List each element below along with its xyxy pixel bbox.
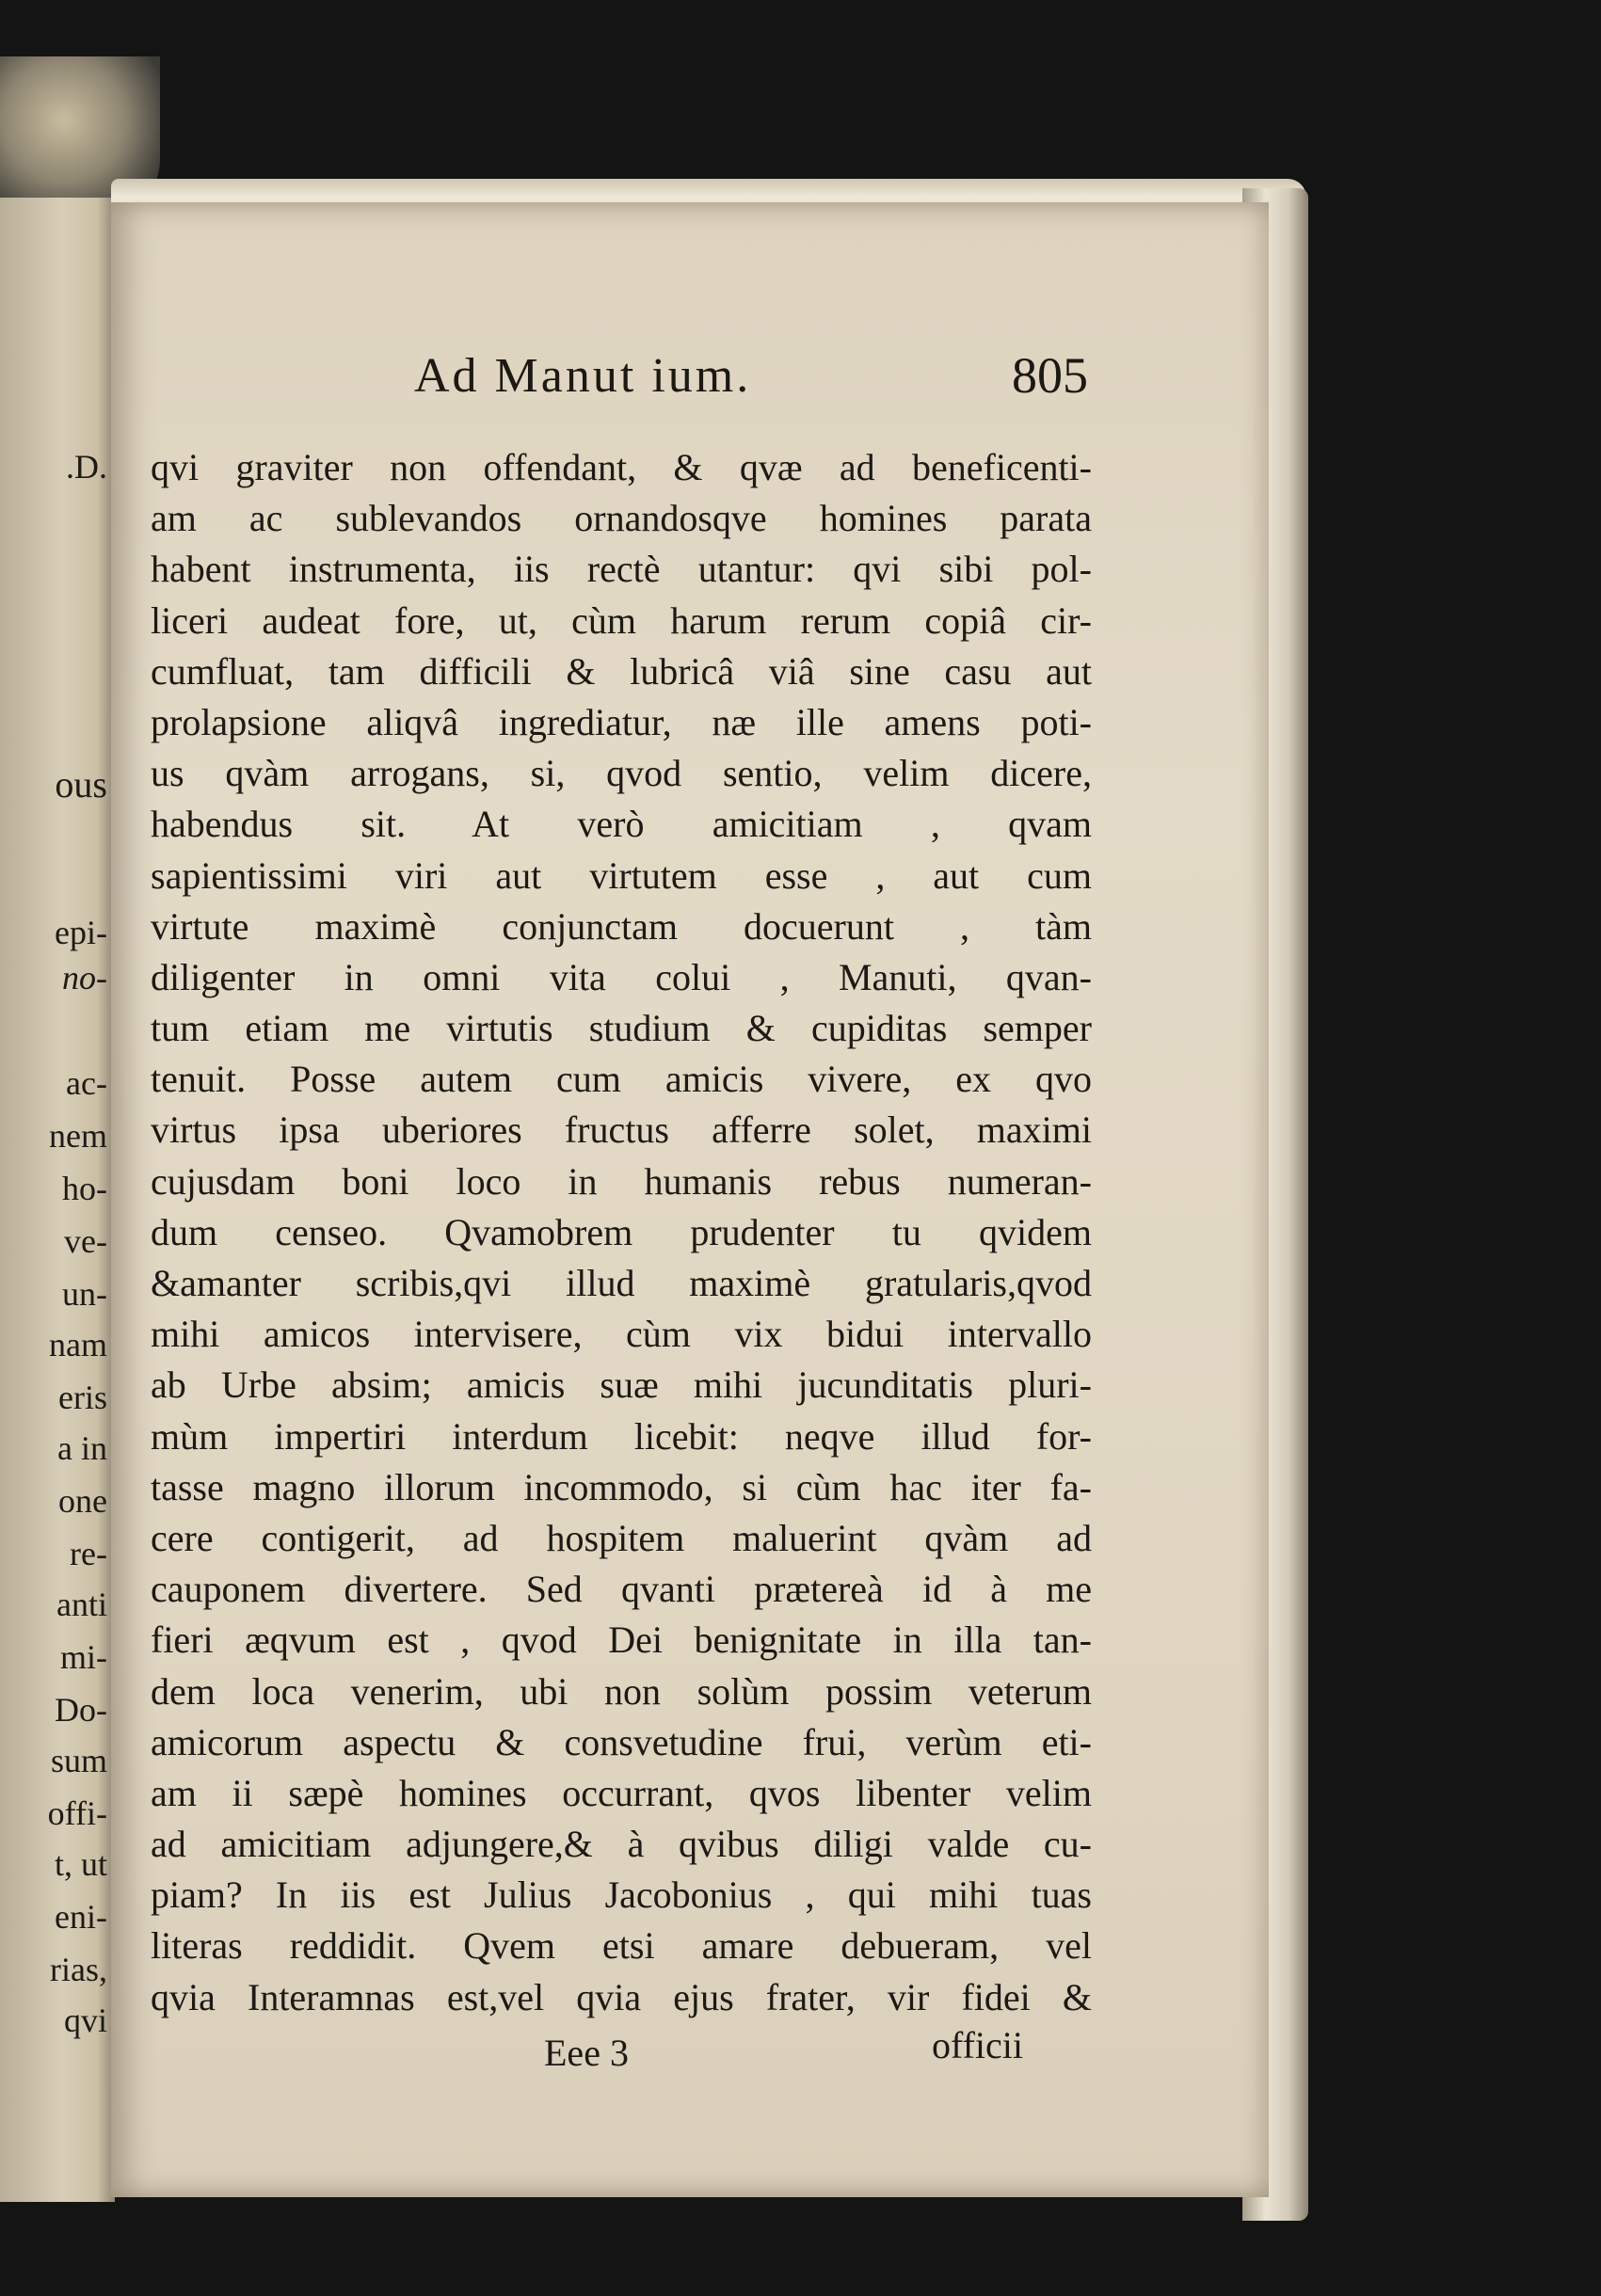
left-fragment: ve- (64, 1222, 107, 1260)
text-line: tasse magno illorum incommodo, si cùm hac iter fa- (151, 1465, 1092, 1508)
left-fragment: Do- (55, 1691, 107, 1729)
text-line: piam? In iis est Julius Jacobonius , qui mihi tuas (151, 1873, 1092, 1917)
text-line: ab Urbe absim; amicis suæ mihi jucunditatis pluri- (151, 1363, 1092, 1407)
left-fragment: t, ut (54, 1845, 107, 1883)
left-fragment: re- (70, 1535, 107, 1572)
text-line: fieri æqvum est , qvod Dei benignitate in illa tan- (151, 1618, 1092, 1662)
text-line: habent instrumenta, iis rectè utantur: qvi sibi pol- (151, 548, 1092, 591)
left-fragment: nem (49, 1117, 107, 1155)
text-line: mihi amicos intervisere, cùm vix bidui intervallo (151, 1313, 1092, 1356)
left-fragment: ac- (66, 1064, 107, 1102)
catchword: officii (932, 2024, 1024, 2066)
left-fragment: offi- (47, 1794, 107, 1832)
left-fragment: ous (55, 763, 107, 805)
left-fragment: qvi (63, 2001, 107, 2039)
text-line: habendus sit. At verò amicitiam , qvam (151, 803, 1092, 846)
text-line: qvia Interamnas est,vel qvia ejus frater, vir fidei & (151, 1975, 1092, 2018)
left-fragment: eni- (55, 1898, 107, 1936)
text-line: tenuit. Posse autem cum amicis vivere, ex qvo (151, 1058, 1092, 1101)
text-line: tum etiam me virtutis studium & cupiditas semper (151, 1007, 1092, 1050)
text-line: prolapsione aliqvâ ingrediatur, næ ille amens poti- (151, 700, 1092, 743)
left-fragment: no- (62, 959, 107, 997)
text-line: liceri audeat fore, ut, cùm harum rerum copiâ cir- (151, 598, 1092, 642)
body-text (151, 442, 1092, 2023)
left-fragment: eris (58, 1379, 107, 1416)
text-line: dum censeo. Qvamobrem prudenter tu qvidem (151, 1210, 1092, 1253)
text-line: us qvàm arrogans, si, qvod sentio, velim dicere, (151, 752, 1092, 795)
text-line: dem loca venerim, ubi non solùm possim veterum (151, 1669, 1092, 1713)
text-line: am ac sublevandos ornandosqve homines parata (151, 497, 1092, 540)
left-fragment: mi- (60, 1638, 107, 1676)
text-line: ad amicitiam adjungere,& à qvibus diligi valde cu- (151, 1823, 1092, 1866)
page-number: 805 (1012, 347, 1088, 404)
left-fragment: anti (56, 1586, 107, 1623)
text-line: qvi graviter non offendant, & qvæ ad beneficenti- (151, 446, 1092, 488)
left-fragment: un- (62, 1275, 107, 1313)
left-fragment: one (58, 1482, 107, 1520)
left-fragment: ho- (62, 1170, 107, 1207)
text-line: sapientissimi viri aut virtutem esse , aut cum (151, 853, 1092, 897)
text-line: virtute maximè conjunctam docuerunt , tàm (151, 904, 1092, 948)
left-fragment: rias, (50, 1951, 107, 1988)
left-fragment: sum (50, 1742, 107, 1779)
left-fragment: a in (57, 1429, 107, 1467)
previous-page-edge (0, 198, 115, 2202)
text-line: diligenter in omni vita colui , Manuti, qvan- (151, 955, 1092, 998)
text-line: cujusdam boni loco in humanis rebus numeran- (151, 1159, 1092, 1203)
text-line: virtus ipsa uberiores fructus afferre solet, maximi (151, 1108, 1092, 1152)
left-fragment: nam (49, 1326, 107, 1363)
left-fragment: epi- (55, 914, 107, 951)
running-head: Ad Manut ium. (414, 349, 752, 403)
text-line: am ii sæpè homines occurrant, qvos libenter velim (151, 1771, 1092, 1814)
text-line: &amanter scribis,qvi illud maximè gratularis,qvod (151, 1262, 1092, 1304)
text-line: cere contigerit, ad hospitem maluerint qvàm ad (151, 1516, 1092, 1559)
text-line: amicorum aspectu & consvetudine frui, verùm eti- (151, 1720, 1092, 1763)
signature-mark: Eee 3 (544, 2032, 629, 2074)
left-fragment: .D. (66, 448, 107, 486)
text-line: cauponem divertere. Sed qvanti prætereà id à me (151, 1568, 1092, 1611)
text-line: mùm impertiri interdum licebit: neqve illud for- (151, 1414, 1092, 1458)
text-line: cumfluat, tam difficili & lubricâ viâ sine casu aut (151, 649, 1092, 693)
text-line: literas reddidit. Qvem etsi amare debueram, vel (151, 1924, 1092, 1968)
